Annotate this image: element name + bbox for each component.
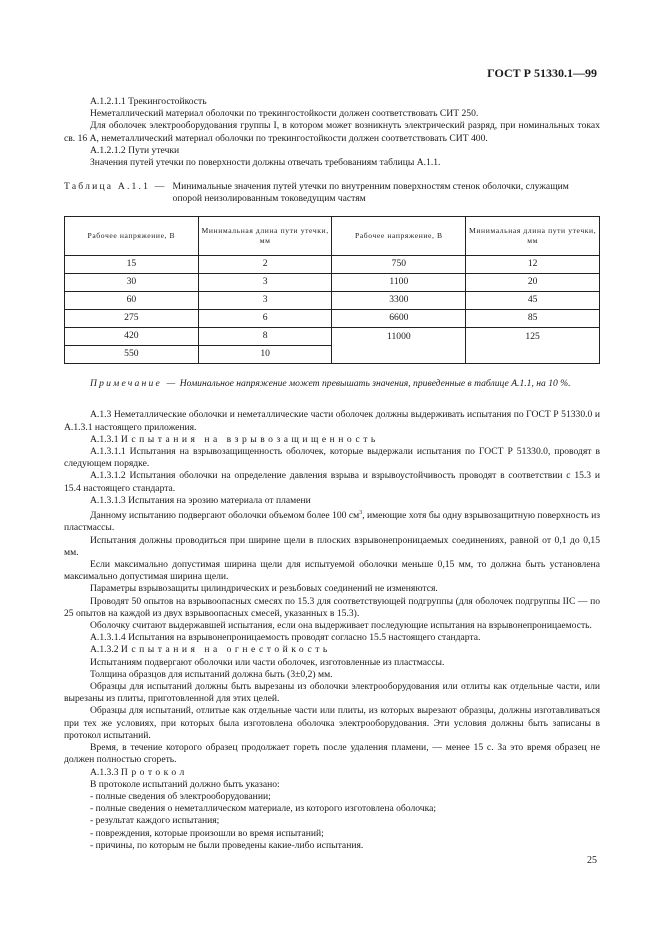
table-row (65, 309, 600, 327)
paragraph: Испытания должны проводиться при ширине щели в плоских взрывонепроницаемых соединениях, равной от 0,1 до 0,15 мм. (64, 534, 600, 558)
table-cell: 420 (65, 327, 199, 345)
list-item: - результат каждого испытания; (90, 815, 220, 827)
paragraph: Толщина образцов для испытаний должна быть (3±0,2) мм. (90, 668, 333, 680)
table-cell: 10 (198, 345, 332, 363)
table-cell: 125 (466, 327, 600, 363)
list-item: - причины, по которым не были проведены какие-либо испытания. (90, 839, 364, 851)
page-number: 25 (587, 855, 597, 866)
table-row (65, 255, 600, 273)
paragraph: Для оболочек электрооборудования группы I, в котором может возникнуть электрический разряд, при номинальных токах св. 16 А, неметаллический материал оболочки по трекингостойкости должен соответствовать СИТ 400. (64, 120, 600, 144)
section-heading: А.1.3.2 Испытания на огнестойкость (90, 644, 331, 656)
table-note (64, 378, 600, 390)
paragraph: Образцы для испытаний, отлитые как отдельные части или плиты, из которых вырезают образцы, должны изготавливаться при тех же условиях, при которых была изготовлена оболочка электрооборудования. Эти условия должны быть записаны в протокол испытаний. (64, 705, 600, 741)
table-cell: 20 (466, 273, 600, 291)
paragraph: А.1.3 Неметаллические оболочки и неметаллические части оболочек должны выдерживать испытания по ГОСТ Р 51330.0 и А.1.3.1 настоящего приложения. (64, 409, 600, 433)
paragraph: Неметаллический материал оболочки по трекингостойкости должен соответствовать СИТ 250. (90, 108, 479, 120)
table-header-cell: Минимальная длина пути утечки, мм (466, 216, 600, 255)
table-header-cell: Рабочее напряжение, В (65, 216, 199, 255)
creepage-table (64, 216, 600, 364)
note-label: Примечание — (90, 377, 178, 389)
section-heading: А.1.2.1.2 Пути утечки (90, 144, 180, 156)
list-item: - полные сведения об электрооборудовании; (90, 790, 271, 802)
table-cell: 30 (65, 273, 199, 291)
table-cell: 12 (466, 255, 600, 273)
table-cell: 2 (198, 255, 332, 273)
table-cell: 60 (65, 291, 199, 309)
table-header-cell: Минимальная длина пути утечки, мм (198, 216, 332, 255)
paragraph: Оболочку считают выдержавшей испытания, если она выдерживает последующие испытания на взрывонепроницаемость. (90, 620, 592, 632)
table-cell: 550 (65, 345, 199, 363)
table-row (65, 273, 600, 291)
table-cell: 8 (198, 327, 332, 345)
table-cell: 45 (466, 291, 600, 309)
paragraph: Параметры взрывозащиты цилиндрических и резьбовых соединений не изменяются. (90, 583, 438, 595)
table-caption (64, 181, 600, 205)
table-cell: 750 (332, 255, 466, 273)
table-cell: 3 (198, 291, 332, 309)
table-header-cell: Рабочее напряжение, В (332, 216, 466, 255)
table-row (65, 291, 600, 309)
table-cell: 6 (198, 309, 332, 327)
table-header-row (65, 216, 600, 255)
paragraph: Время, в течение которого образец продолжает гореть после удаления пламени, — менее 15 с. За это время образец не должен полностью сгореть. (64, 742, 600, 766)
list-item: - повреждения, которые произошли во время испытаний; (90, 827, 324, 839)
section-heading: А.1.3.1 Испытания на взрывозащищенность (90, 433, 379, 445)
paragraph: А.1.3.1.2 Испытания оболочки на определение давления взрыва и взрывоустойчивость проводят в соответствии с 15.3 и 15.4 настоящего стандарта. (64, 470, 600, 494)
paragraph: А.1.3.1.1 Испытания на взрывозащищенность оболочек, которые выдержали испытания по ГОСТ Р 51330.0, проводят в следующем порядке. (64, 446, 600, 470)
table-cell: 15 (65, 255, 199, 273)
page-content (64, 96, 600, 852)
paragraph: В протоколе испытаний должно быть указано: (90, 778, 280, 790)
table-row (65, 327, 600, 345)
paragraph: Значения путей утечки по поверхности должны отвечать требованиям таблицы А.1.1. (90, 157, 441, 169)
paragraph: Данному испытанию подвергают оболочки объемом более 100 $см^3$, имеющие хотя бы одну взрывозащитную поверхность из пластмассы. (64, 510, 600, 534)
section-heading: А.1.3.1.3 Испытания на эрозию материала от пламени (90, 494, 311, 506)
page-header: ГОСТ Р 51330.1—99 (487, 66, 597, 80)
list-item: - полные сведения о неметаллическом материале, из которого изготовлена оболочка; (90, 803, 437, 815)
table-cell: 11000 (332, 327, 466, 363)
section-heading: А.1.2.1.1 Трекингостойкость (90, 96, 207, 107)
table-cell: 1100 (332, 273, 466, 291)
paragraph: Испытаниям подвергают оболочки или части оболочек, изготовленные из пластмассы. (90, 656, 445, 668)
section-heading: А.1.3.3 Протокол (90, 766, 188, 778)
table-cell: 3 (198, 273, 332, 291)
table-cell: 275 (65, 309, 199, 327)
paragraph: Проводят 50 опытов на взрывоопасных смесях по 15.3 для соответствующей подгруппы (для оболочек подгруппы IIC — по 25 опытов на каждой из двух взрывоопасных смесей, указанных в 15.3). (64, 595, 600, 619)
table-cell: 85 (466, 309, 600, 327)
paragraph: Если максимально допустимая ширина щели для испытуемой оболочки меньше 0,15 мм, то должна быть установлена максимально допустимая ширина щели. (64, 559, 600, 583)
table-cell: 3300 (332, 291, 466, 309)
table-caption-label: Таблица А.1.1 — (64, 181, 167, 193)
table-caption-text: Минимальные значения путей утечки по внутренним поверхностям стенок оболочки, служащим опорой неизолированным токоведущим частям (172, 181, 569, 205)
paragraph: Образцы для испытаний должны быть вырезаны из оболочки электрооборудования или отлиты как отдельные части, или вырезаны из плиты, приготовленной для этих целей. (64, 681, 600, 705)
paragraph: А.1.3.1.4 Испытания на взрывонепроницаемость проводят согласно 15.5 настоящего стандарта. (90, 632, 481, 644)
note-text: Номинальное напряжение может превышать значения, приведенные в таблице А.1.1, на 10 %. (179, 377, 571, 389)
table-cell: 6600 (332, 309, 466, 327)
